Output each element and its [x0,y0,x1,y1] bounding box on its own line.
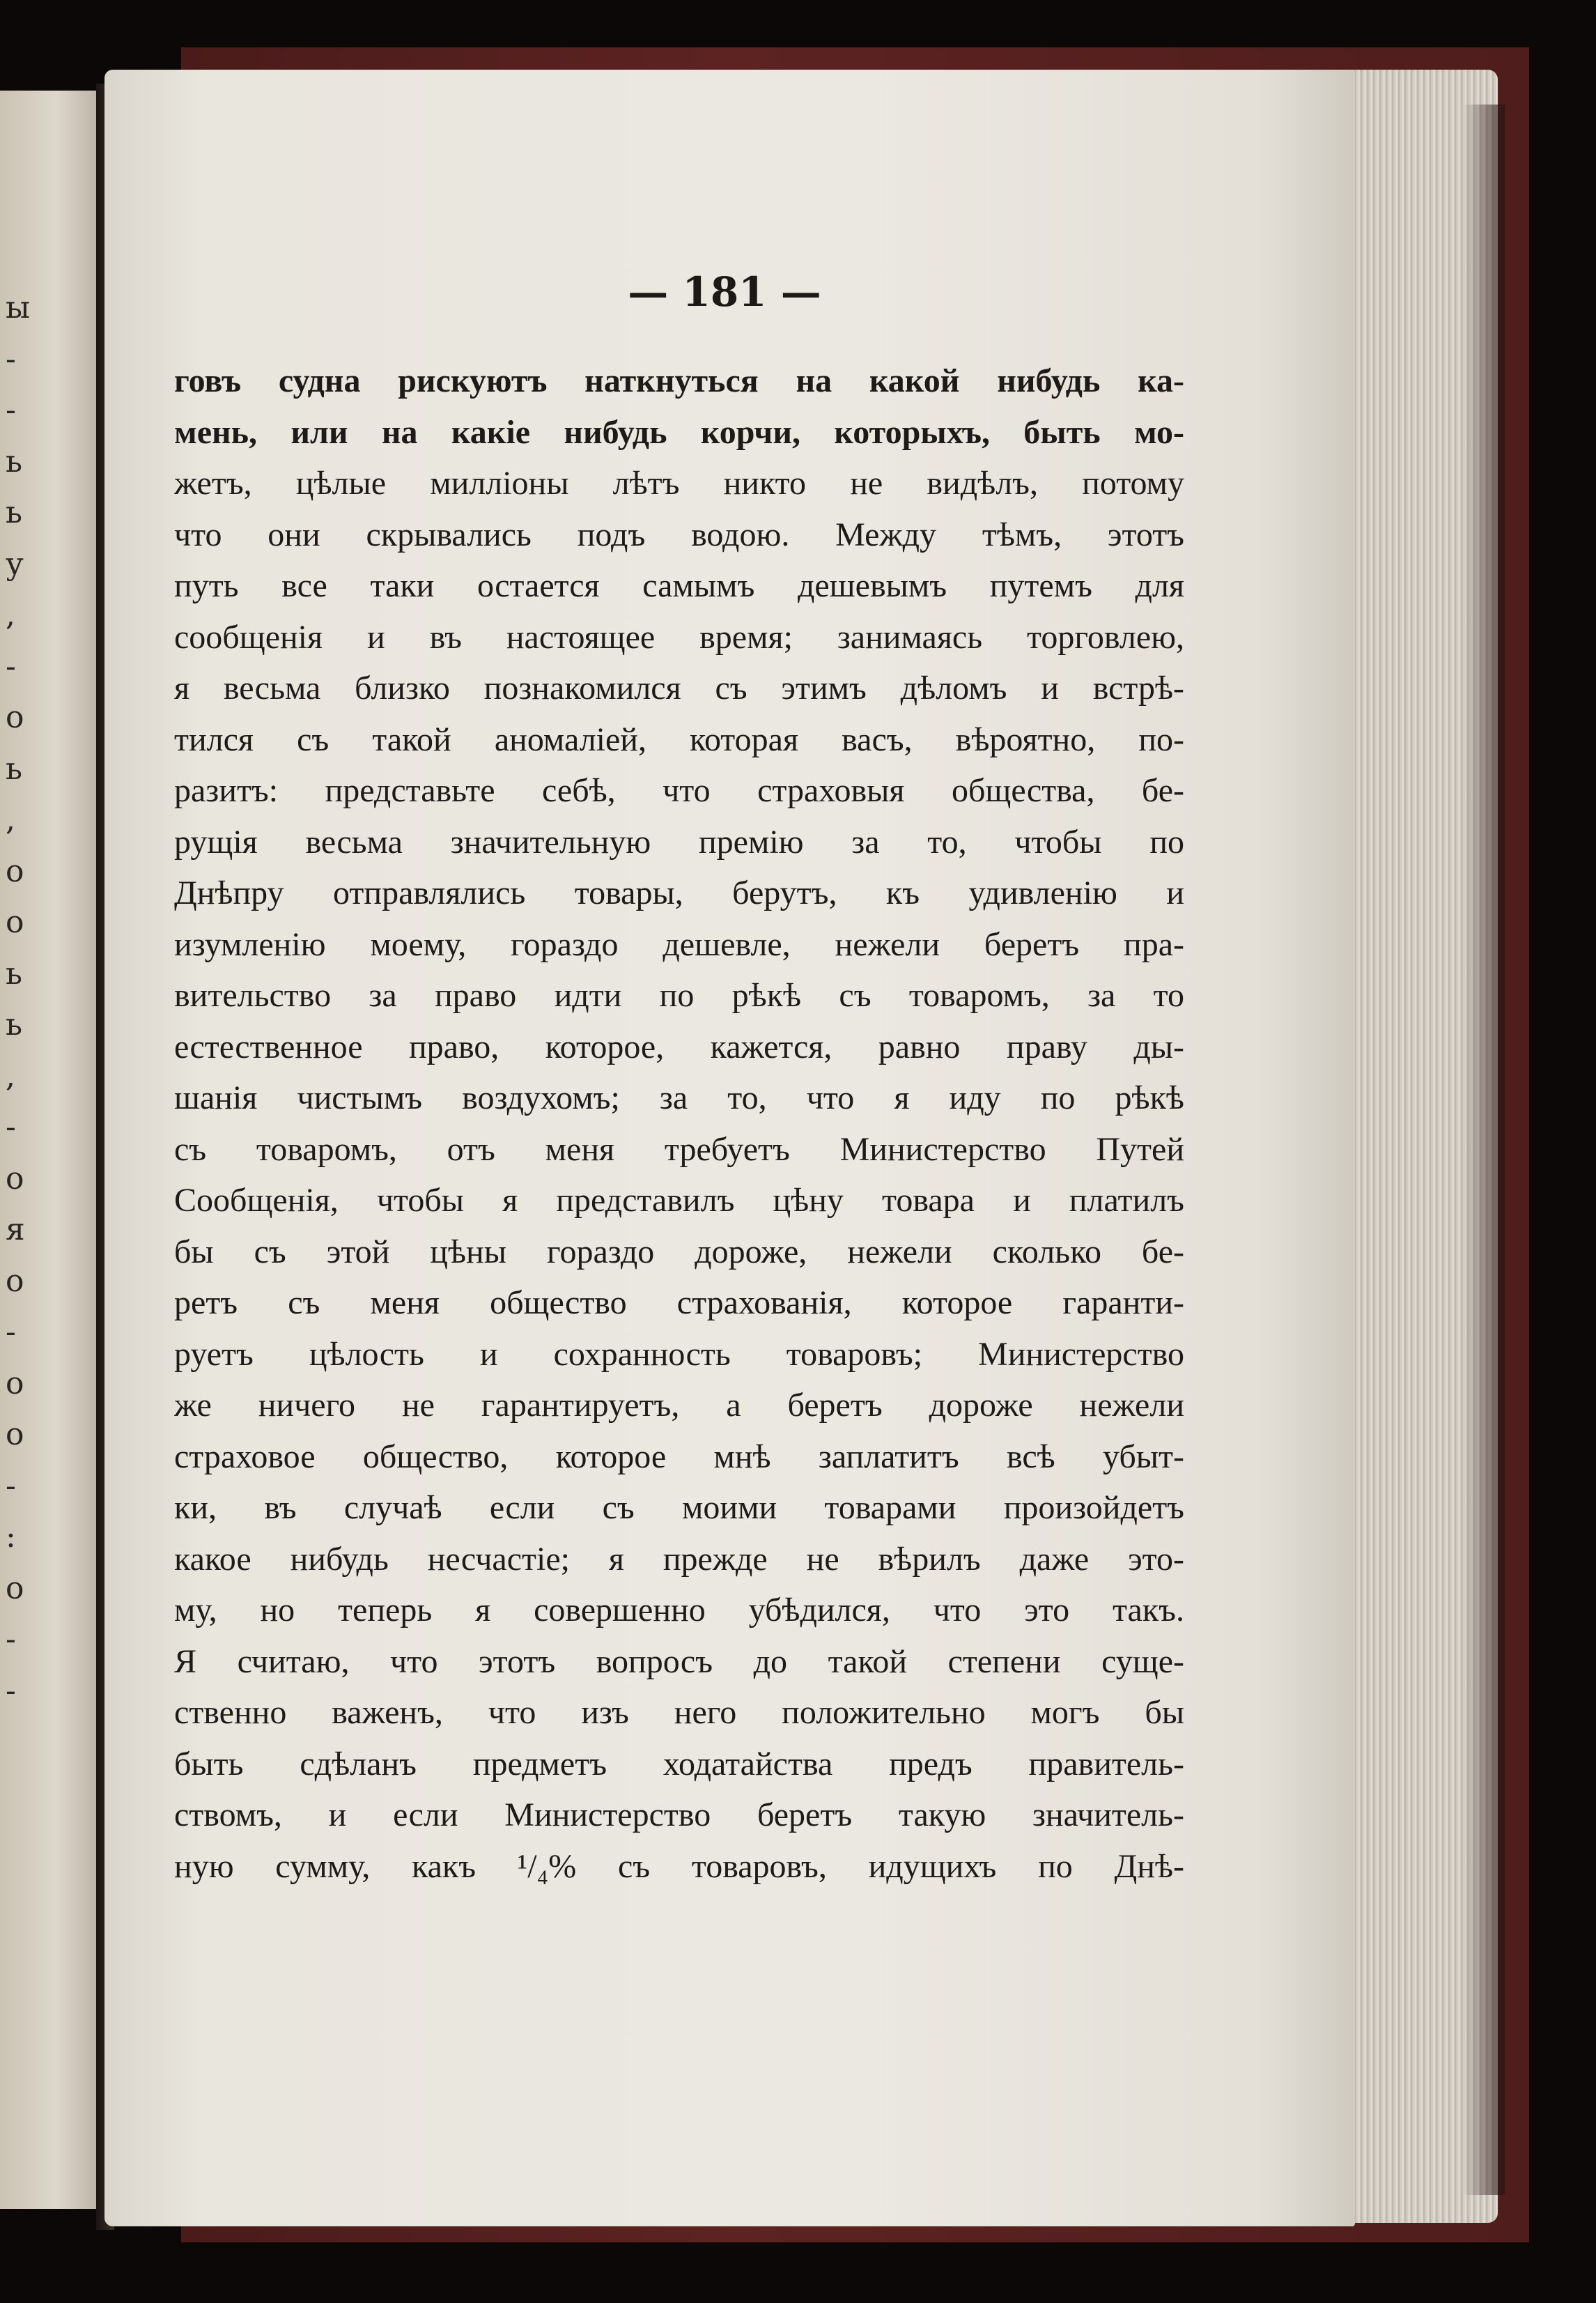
left-page-glyph: - [6,1468,16,1504]
text-line: ственно важенъ, что изъ него положительно могъ бы [174,1694,1184,1731]
left-page-glyph: ь [6,750,22,787]
left-page-glyph: о [6,853,24,889]
text-line: съ товаромъ, отъ меня требуетъ Министерство Путей [174,1130,1184,1168]
left-page-glyph: , [6,1058,15,1094]
text-line: я весьма близко познакомился съ этимъ дѣломъ и встрѣ- [174,670,1184,707]
text-line: жетъ, цѣлые милліоны лѣтъ никто не видѣлъ, потому [174,465,1184,502]
left-page-glyph: , [6,597,15,633]
text-line: быть сдѣланъ предметъ ходатайства предъ правитель- [174,1745,1184,1782]
book-page [104,70,1355,2226]
text-line: тился съ такой аномаліей, которая васъ, вѣроятно, по- [174,721,1184,758]
left-page-glyph: - [6,1314,16,1350]
left-page-glyph: , [6,802,15,838]
left-page-glyph: о [6,1570,24,1606]
text-line: Я считаю, что этотъ вопросъ до такой степени суще- [174,1642,1184,1680]
left-page-glyph: - [6,1672,16,1709]
left-page-glyph: ь [6,1007,22,1042]
left-page-glyph: о [6,1263,24,1299]
text-line: шанія чистымъ воздухомъ; за то, что я иду по рѣкѣ [174,1079,1184,1116]
text-line: путь все таки остается самымъ дешевымъ путемъ для [174,567,1184,604]
text-line: страховое общество, которое мнѣ заплатитъ всѣ убыт- [174,1438,1184,1475]
text-line: ки, въ случаѣ если съ моими товарами произойдетъ [174,1489,1184,1526]
text-line: говъ судна рискуютъ наткнуться на какой нибудь ка- [174,362,1184,399]
left-page-glyph: ь [6,443,22,479]
left-page-glyph: - [6,1622,16,1657]
body-text [174,355,1184,1892]
text-line: рущія весьма значительную премію за то, чтобы по [174,823,1184,861]
text-line: изумленію моему, гораздо дешевле, нежели беретъ пра- [174,925,1184,963]
page-number: — 181 — [628,268,821,316]
left-page-glyph: ь [6,955,22,992]
text-line: мень, или на какіе нибудь корчи, которыхъ, быть мо- [174,413,1184,451]
left-page-glyph: - [6,341,16,377]
left-page-glyph: ь [6,495,22,530]
text-line: же ничего не гарантируетъ, а беретъ дороже нежели [174,1387,1184,1424]
left-page-glyph: - [6,1109,16,1145]
left-page-glyph: о [6,904,24,940]
text-line: му, но теперь я совершенно убѣдился, что это такъ. [174,1592,1184,1628]
left-page-glyph: о [6,1160,24,1196]
text-line: что они скрывались подъ водою. Между тѣмъ, этотъ [174,516,1184,553]
left-page-glyph: у [6,546,24,582]
left-page-edge [0,91,103,2209]
left-page-glyph: - [6,392,16,428]
left-page-glyph: я [6,1212,25,1247]
text-line: вительство за право идти по рѣкѣ съ товаромъ, за то [174,977,1184,1014]
text-line: естественное право, которое, кажется, равно праву ды- [174,1028,1184,1065]
text-line: ную сумму, какъ ¹/₄% съ товаровъ, идущихъ по Днѣ- [174,1847,1184,1885]
text-line: ствомъ, и если Министерство беретъ такую значитель- [174,1796,1184,1833]
left-page-glyph: о [6,700,24,735]
text-line: руетъ цѣлость и сохранность товаровъ; Министерство [174,1335,1184,1373]
text-line: Днѣпру отправлялись товары, берутъ, къ удивленію и [174,875,1184,911]
text-line: ретъ съ меня общество страхованія, которое гаранти- [174,1284,1184,1321]
text-line: разитъ: представьте себѣ, что страховыя общества, бе- [174,772,1184,809]
text-line: какое нибудь несчастіе; я прежде не вѣрилъ даже это- [174,1540,1184,1578]
left-page-glyph: ы [6,290,31,325]
left-page-glyph: - [6,648,16,684]
left-page-glyph: о [6,1417,24,1452]
left-page-glyph: о [6,1365,24,1401]
text-line: сообщенія и въ настоящее время; занимаясь торговлею, [174,618,1184,656]
left-page-glyph: : [6,1519,16,1555]
text-line: Сообщенія, чтобы я представилъ цѣну товара и платилъ [174,1182,1184,1219]
page-edges-shadow [1463,105,1505,2195]
text-line: бы съ этой цѣны гораздо дороже, нежели сколько бе- [174,1233,1184,1270]
